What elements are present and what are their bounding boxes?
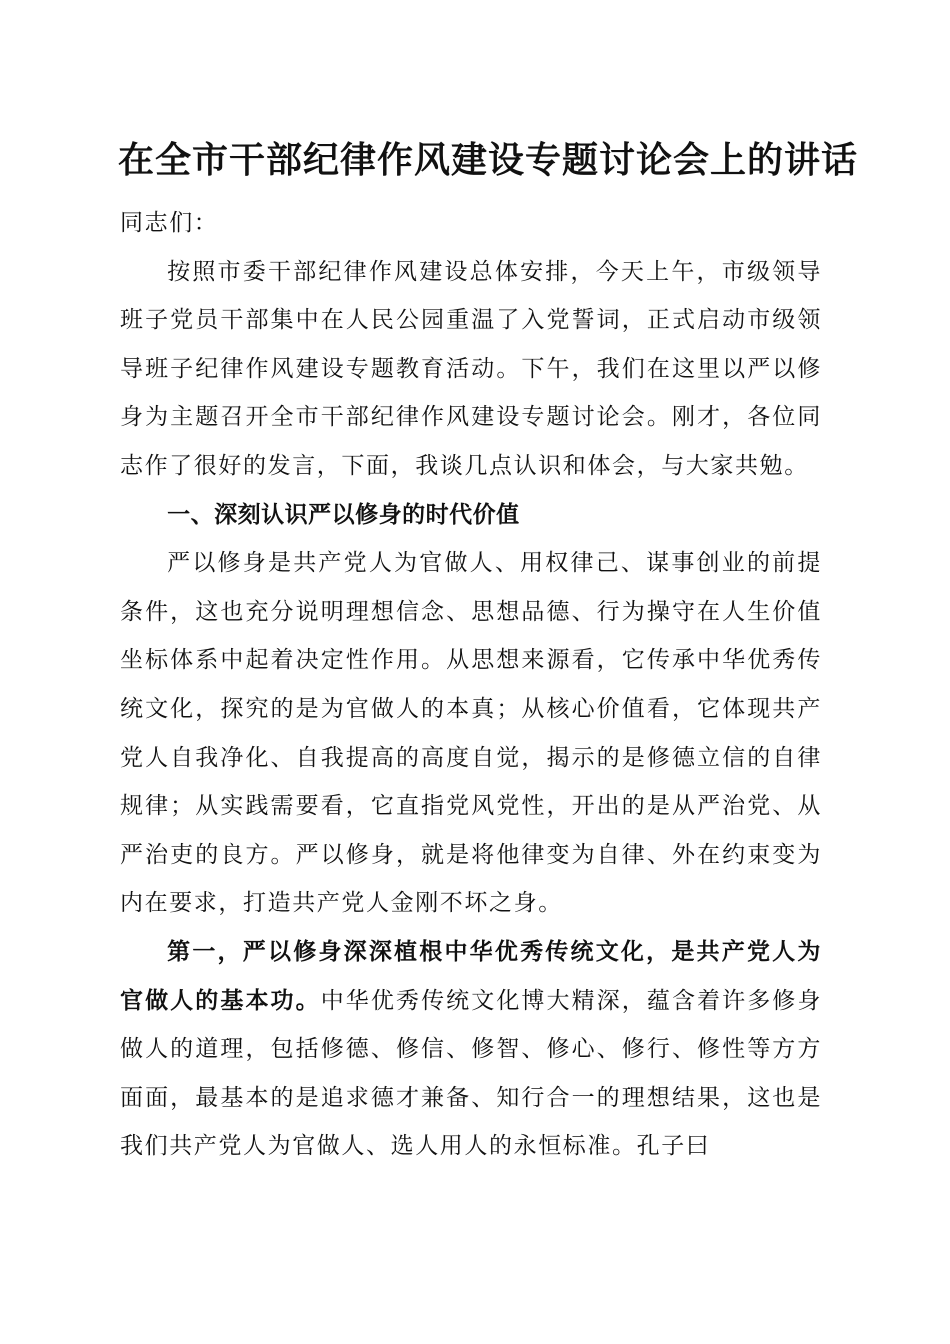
paragraph-lead-sentence: 第一，严以修身深深植根中华优秀传统文化，是共产党人为官做人的基本功。: [120, 937, 822, 1014]
document-body: [120, 199, 822, 1171]
section-heading: 一、深刻认识严以修身的时代价值: [167, 501, 520, 528]
paragraph-time-value: 严以修身是共产党人为官做人、用权律己、谋事创业的前提条件，这也充分说明理想信念、思想品德、行为操守在人生价值坐标体系中起着决定性作用。从思想来源看，它传承中华优秀传统文化，探究的是为官做人的本真；从核心价值看，它体现共产党人自我净化、自我提高的高度自觉，揭示的是修德立信的自律规律；从实践需要看，它直指党风党性，开出的是从严治党、从严治吏的良方。严以修身，就是将他律变为自律、外在约束变为内在要求，打造共产党人金刚不坏之身。: [120, 550, 822, 917]
salutation: 同志们：: [120, 210, 219, 236]
document-title: 在全市干部纪律作风建设专题讨论会上的讲话: [118, 139, 859, 181]
paragraph-text: 中华优秀传统文化博大精深，蕴含着许多修身做人的道理，包括修德、修信、修智、修心、修行、修性等方方面面，最基本的是追求德才兼备、知行合一的理想结果，这也是我们共产党人为官做人、选人用人的永恒标准。孔子曰: [120, 987, 822, 1160]
paragraph-first-point: [120, 928, 822, 1171]
paragraph-intro: 按照市委干部纪律作风建设总体安排，今天上午，市级领导班子党员干部集中在人民公园重温了入党誓词，正式启动市级领导班子纪律作风建设专题教育活动。下午，我们在这里以严以修身为主题召开全市干部纪律作风建设专题讨论会。刚才，各位同志作了很好的发言，下面，我谈几点认识和体会，与大家共勉。: [120, 258, 822, 479]
